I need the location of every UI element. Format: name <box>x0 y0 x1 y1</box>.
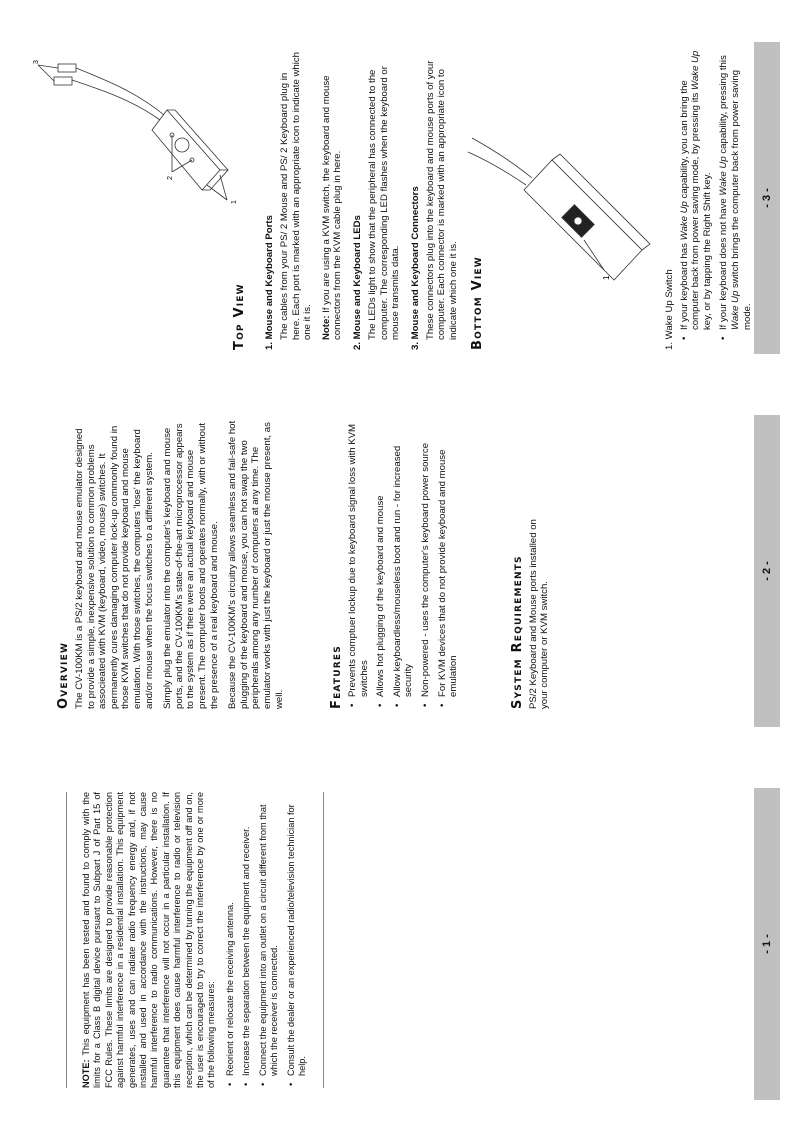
section-ports-title: 1. Mouse and Keyboard Ports <box>264 215 275 350</box>
bottom-callout-1: 1 <box>602 275 611 280</box>
overview-paragraph: The CV-100KM is a PS/2 keyboard and mouse emulator designed to provide a simple, inexpensive solution to common problems associeated with KVM (keyboard, video, mouse) switches. It permanently cures damaging computer lock-up commonly found in those KVM switches that do not provide keyboard and mouse emulation. With those switches, the computers 'lose' the keyboard and/or mouse when the focus switches to a different system. <box>74 425 155 709</box>
callout-3: 3 <box>33 60 40 64</box>
overview-heading: Overview <box>56 641 71 709</box>
overview-paragraph: Because the CV-100KM's circuitry allows seamless and fail-safe hot plugging of the keyboard and mouse, you can hot swap the two peripherals among any number of computers at any time. The emulator works with just the keyboard or just the mouse present, as well. <box>227 420 285 709</box>
features-list <box>347 419 460 709</box>
note-text: If you are using a KVM switch, the keyboard and mouse connectors from the KVM cable plug in here. <box>320 75 344 340</box>
page-number-footer: - 3 - <box>754 42 780 354</box>
bottom-view-device-illustration <box>464 120 664 300</box>
feature-item: •Non-powered - uses the computer's keyboard power source <box>420 442 432 707</box>
fcc-note-label: NOTE: <box>81 1059 91 1088</box>
section-connectors-text: These connectors plug into the keyboard and mouse ports of your computer. Each connector is marked with an appropriate icon to indicate which one it is. <box>424 60 459 340</box>
section-ports-note <box>321 50 344 350</box>
overview-paragraph: Simply plug the emulator into the computer's keyboard and mouse ports, and the CV-100KM's state-of-the-art microprocessor appears to the system as if there were an actual keyboard and mouse present. The computer boots and operates normally, with or without the presence of a real keyboard and mouse. <box>162 422 220 709</box>
page-number-footer: - 1 - <box>754 788 780 1100</box>
bottom-view-heading: Bottom View <box>470 256 485 350</box>
wake-up-bullet: •If your keyboard does not have Wake Up capability, pressing this Wake Up switch brings the computer back from power saving mode. <box>718 55 753 340</box>
section-ports-text: The cables from your PS/ 2 Mouse and PS/ 2 Keyboard plug in here. Each port is marked with an appropriate icon to indicate which one it is. <box>279 52 314 340</box>
feature-item: •Allow keyboardless/mouseless boot and run - for increased security <box>391 445 415 707</box>
page-2 <box>18 411 788 727</box>
page-number-footer: - 2 - <box>754 415 780 727</box>
callout-2: 2 <box>167 176 174 180</box>
top-view-device-illustration <box>32 40 242 230</box>
wake-up-bullet: •If your keyboard has Wake Up capability, you can bring the computer back from power saving mode, by pressing its Wake Up key, or by tapping the Right Shift key. <box>678 50 713 340</box>
fcc-measure: •Increase the separation between the equipment and receiver. <box>241 826 252 1086</box>
page-1 <box>18 784 788 1100</box>
feature-item: •Prevents comptuer lockup due to keyboard signal loss with KVM switches <box>347 423 370 707</box>
section-leds-text: The LEDs light to show that the peripheral has connected to the computer. The corresponding LED flashes when the keyboard or mouse transmits data. <box>366 66 402 340</box>
system-requirements-text: PS/2 Keyboard and Mouse ports installed on your computer or KVM switch. <box>527 519 551 709</box>
note-label: Note: <box>320 315 332 340</box>
top-view-heading: Top View <box>232 283 247 350</box>
fcc-measure: •Reorient or relocate the receiving antenna. <box>224 902 235 1086</box>
fcc-measures-list <box>225 792 308 1088</box>
wake-up-bullets <box>679 50 754 350</box>
section-leds-title: 2. Mouse and Keyboard LEDs <box>351 215 363 350</box>
section-connectors-title: 3. Mouse and Keyboard Connectors <box>409 186 421 350</box>
system-requirements-heading: System Requirements <box>509 555 525 709</box>
fcc-measure: •Connect the equipment into an outlet on a circuit different from that which the receiver is connected. <box>257 804 280 1086</box>
features-heading: Features <box>329 645 345 709</box>
feature-item: •For KVM devices that do not provide keyboard and mouse emulation <box>436 449 460 707</box>
wake-up-switch-title: 1. Wake Up Switch <box>664 269 675 350</box>
fcc-notice-box <box>66 792 324 1088</box>
feature-item: •Allows hot plugging of the keyboard and mouse <box>375 495 387 707</box>
fcc-note-text: NOTE: This equipment has been tested and found to comply with the limits for a Class B digital device pursuant to Subpart J of Part 15 of FCC Rules. These limits are designed to provide reasonable protection against harmful interference in a residential installation. This equipment generates, uses and can radiate radio frequency energy and, if not installed and used in accordance with the instructions, may cause harmful interference to radio communications. However, there is no guarantee that interference will not occur in a particular installation. If this equipment does cause harmful interference to radio or television reception, which can be determined by turning the equipment off and on, the user is encouraged to try to correct the interference by one or more of the following measures: <box>81 792 217 1088</box>
page-3 <box>18 38 788 354</box>
callout-1: 1 <box>231 200 238 204</box>
fcc-measure: •Consult the dealer or an experienced radio/television technician for help. <box>285 804 307 1086</box>
